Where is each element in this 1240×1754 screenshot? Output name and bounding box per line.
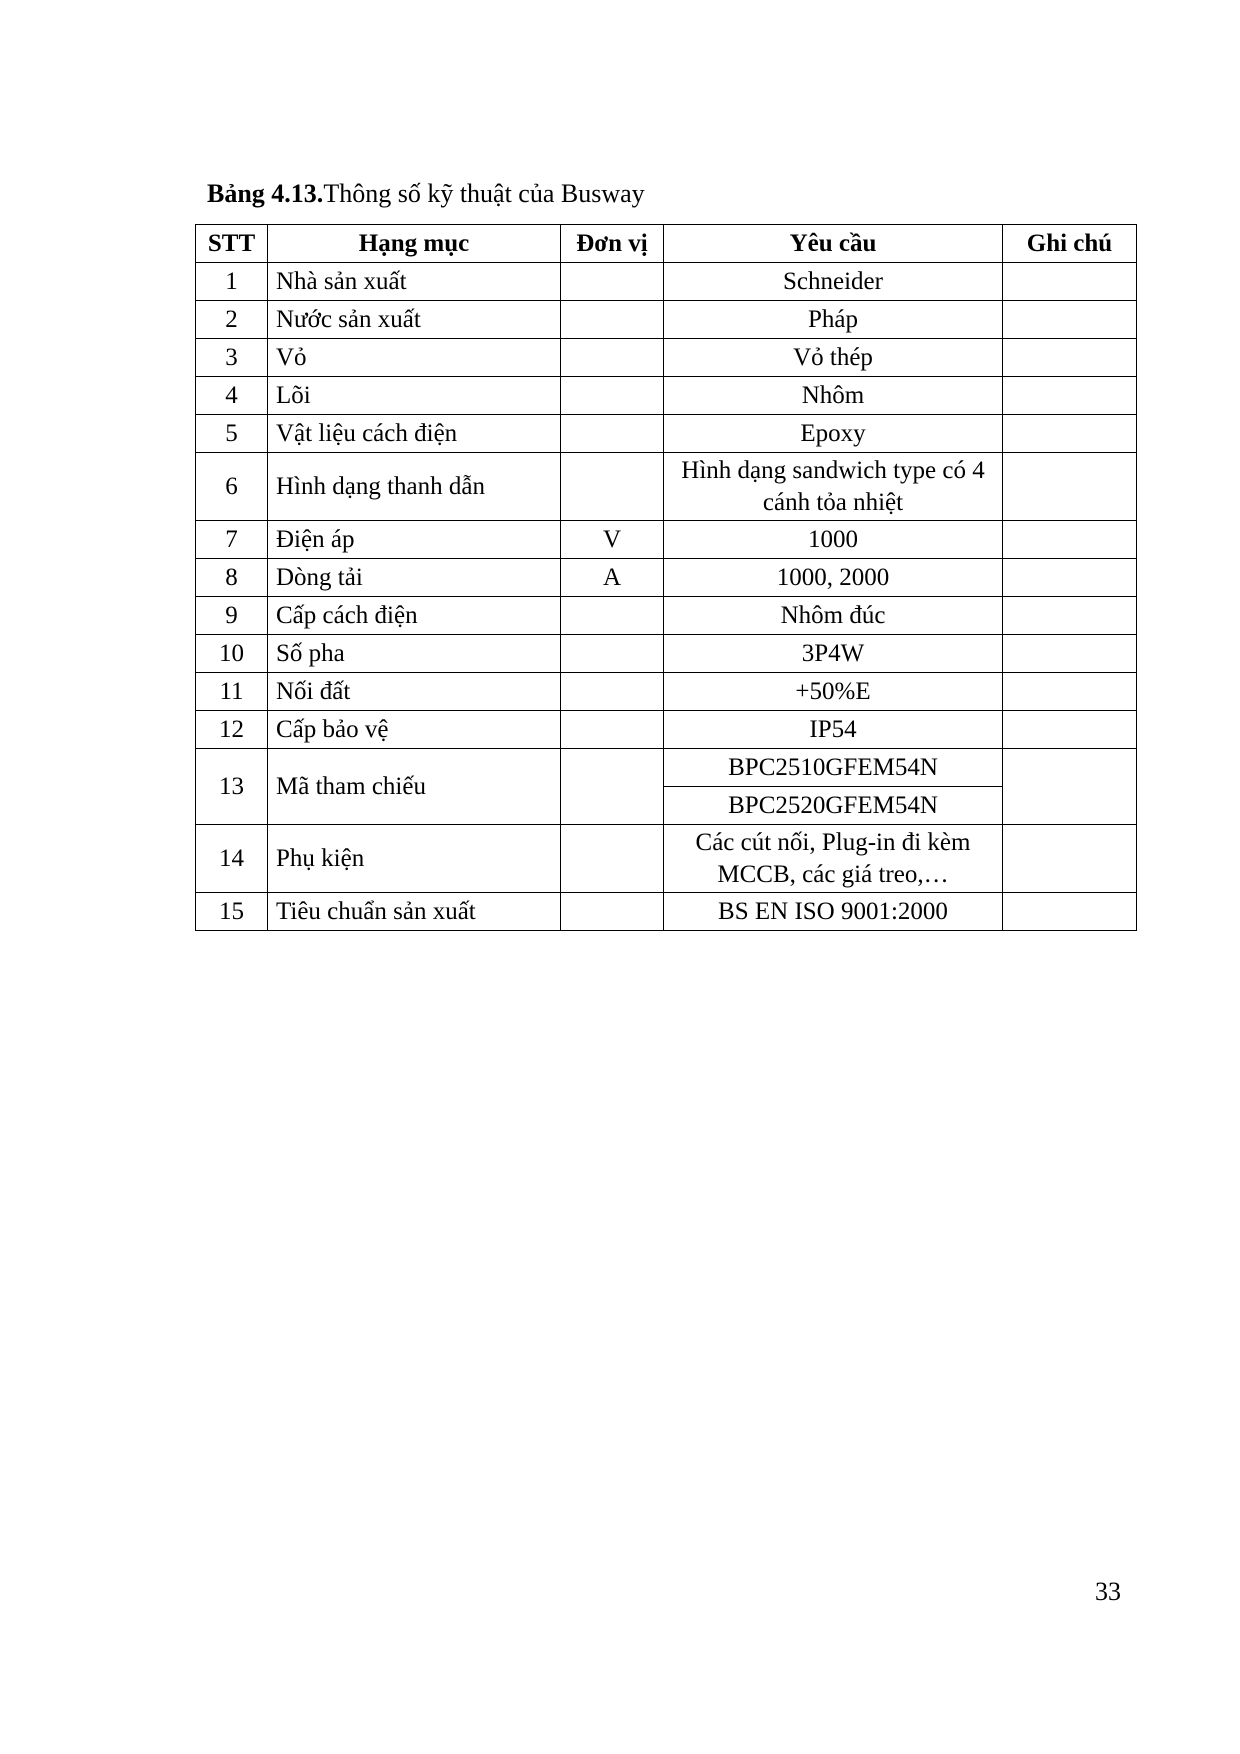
cell-stt: 3 bbox=[196, 339, 268, 377]
cell-note bbox=[1003, 263, 1137, 301]
cell-unit bbox=[561, 673, 664, 711]
busway-spec-table bbox=[195, 224, 1137, 931]
cell-stt: 8 bbox=[196, 559, 268, 597]
cell-item: Tiêu chuẩn sản xuất bbox=[268, 893, 561, 931]
cell-item: Nối đất bbox=[268, 673, 561, 711]
cell-requirement: 1000 bbox=[664, 521, 1003, 559]
cell-item: Vỏ bbox=[268, 339, 561, 377]
cell-requirement: BPC2510GFEM54N bbox=[664, 749, 1003, 787]
table-row bbox=[196, 711, 1137, 749]
cell-requirement: Schneider bbox=[664, 263, 1003, 301]
cell-note bbox=[1003, 301, 1137, 339]
cell-requirement: 3P4W bbox=[664, 635, 1003, 673]
cell-item: Vật liệu cách điện bbox=[268, 415, 561, 453]
table-row bbox=[196, 749, 1137, 787]
header-stt: STT bbox=[196, 225, 268, 263]
table-row bbox=[196, 893, 1137, 931]
cell-unit bbox=[561, 453, 664, 521]
cell-unit bbox=[561, 749, 664, 825]
cell-note bbox=[1003, 825, 1137, 893]
table-row bbox=[196, 673, 1137, 711]
cell-note bbox=[1003, 453, 1137, 521]
cell-requirement: Epoxy bbox=[664, 415, 1003, 453]
cell-stt: 14 bbox=[196, 825, 268, 893]
cell-note bbox=[1003, 893, 1137, 931]
page-number: 33 bbox=[1095, 1577, 1121, 1606]
cell-requirement: Vỏ thép bbox=[664, 339, 1003, 377]
cell-note bbox=[1003, 377, 1137, 415]
header-requirement: Yêu cầu bbox=[664, 225, 1003, 263]
cell-unit bbox=[561, 711, 664, 749]
cell-unit bbox=[561, 377, 664, 415]
table-row bbox=[196, 301, 1137, 339]
cell-requirement: Nhôm đúc bbox=[664, 597, 1003, 635]
table-row bbox=[196, 415, 1137, 453]
cell-item: Cấp bảo vệ bbox=[268, 711, 561, 749]
table-row bbox=[196, 559, 1137, 597]
table-row bbox=[196, 377, 1137, 415]
cell-stt: 11 bbox=[196, 673, 268, 711]
cell-stt: 4 bbox=[196, 377, 268, 415]
cell-item: Điện áp bbox=[268, 521, 561, 559]
cell-note bbox=[1003, 711, 1137, 749]
cell-note bbox=[1003, 749, 1137, 825]
cell-requirement: Pháp bbox=[664, 301, 1003, 339]
table-row bbox=[196, 597, 1137, 635]
cell-stt: 2 bbox=[196, 301, 268, 339]
cell-note bbox=[1003, 673, 1137, 711]
table-row bbox=[196, 263, 1137, 301]
cell-item: Nhà sản xuất bbox=[268, 263, 561, 301]
cell-stt: 15 bbox=[196, 893, 268, 931]
cell-item: Phụ kiện bbox=[268, 825, 561, 893]
cell-stt: 7 bbox=[196, 521, 268, 559]
table-row bbox=[196, 339, 1137, 377]
cell-unit bbox=[561, 339, 664, 377]
cell-unit bbox=[561, 415, 664, 453]
cell-stt: 13 bbox=[196, 749, 268, 825]
table-row bbox=[196, 825, 1137, 893]
cell-requirement: +50%E bbox=[664, 673, 1003, 711]
cell-item: Lõi bbox=[268, 377, 561, 415]
header-unit: Đơn vị bbox=[561, 225, 664, 263]
cell-requirement: BPC2520GFEM54N bbox=[664, 787, 1003, 825]
cell-stt: 9 bbox=[196, 597, 268, 635]
cell-stt: 12 bbox=[196, 711, 268, 749]
cell-unit: A bbox=[561, 559, 664, 597]
cell-requirement: 1000, 2000 bbox=[664, 559, 1003, 597]
cell-unit bbox=[561, 263, 664, 301]
cell-item: Dòng tải bbox=[268, 559, 561, 597]
cell-requirement: IP54 bbox=[664, 711, 1003, 749]
header-item: Hạng mục bbox=[268, 225, 561, 263]
cell-note bbox=[1003, 521, 1137, 559]
cell-item: Mã tham chiếu bbox=[268, 749, 561, 825]
table-caption-text: Thông số kỹ thuật của Busway bbox=[323, 179, 645, 208]
cell-stt: 10 bbox=[196, 635, 268, 673]
cell-unit bbox=[561, 301, 664, 339]
cell-stt: 1 bbox=[196, 263, 268, 301]
cell-requirement: Nhôm bbox=[664, 377, 1003, 415]
cell-unit bbox=[561, 825, 664, 893]
cell-note bbox=[1003, 559, 1137, 597]
cell-note bbox=[1003, 635, 1137, 673]
table-header-row bbox=[196, 225, 1137, 263]
cell-stt: 6 bbox=[196, 453, 268, 521]
table-caption bbox=[207, 177, 645, 211]
table-row bbox=[196, 453, 1137, 521]
cell-item: Cấp cách điện bbox=[268, 597, 561, 635]
cell-requirement: BS EN ISO 9001:2000 bbox=[664, 893, 1003, 931]
cell-item: Hình dạng thanh dẫn bbox=[268, 453, 561, 521]
table-caption-label: Bảng 4.13. bbox=[207, 179, 324, 208]
table-row bbox=[196, 521, 1137, 559]
header-note: Ghi chú bbox=[1003, 225, 1137, 263]
cell-stt: 5 bbox=[196, 415, 268, 453]
table-row bbox=[196, 635, 1137, 673]
cell-note bbox=[1003, 415, 1137, 453]
cell-item: Nước sản xuất bbox=[268, 301, 561, 339]
cell-unit bbox=[561, 597, 664, 635]
cell-note bbox=[1003, 597, 1137, 635]
cell-requirement: Hình dạng sandwich type có 4 cánh tỏa nhiệt bbox=[664, 453, 1003, 521]
cell-item: Số pha bbox=[268, 635, 561, 673]
cell-unit bbox=[561, 893, 664, 931]
cell-unit bbox=[561, 635, 664, 673]
cell-requirement: Các cút nối, Plug-in đi kèm MCCB, các giá treo,… bbox=[664, 825, 1003, 893]
cell-note bbox=[1003, 339, 1137, 377]
cell-unit: V bbox=[561, 521, 664, 559]
